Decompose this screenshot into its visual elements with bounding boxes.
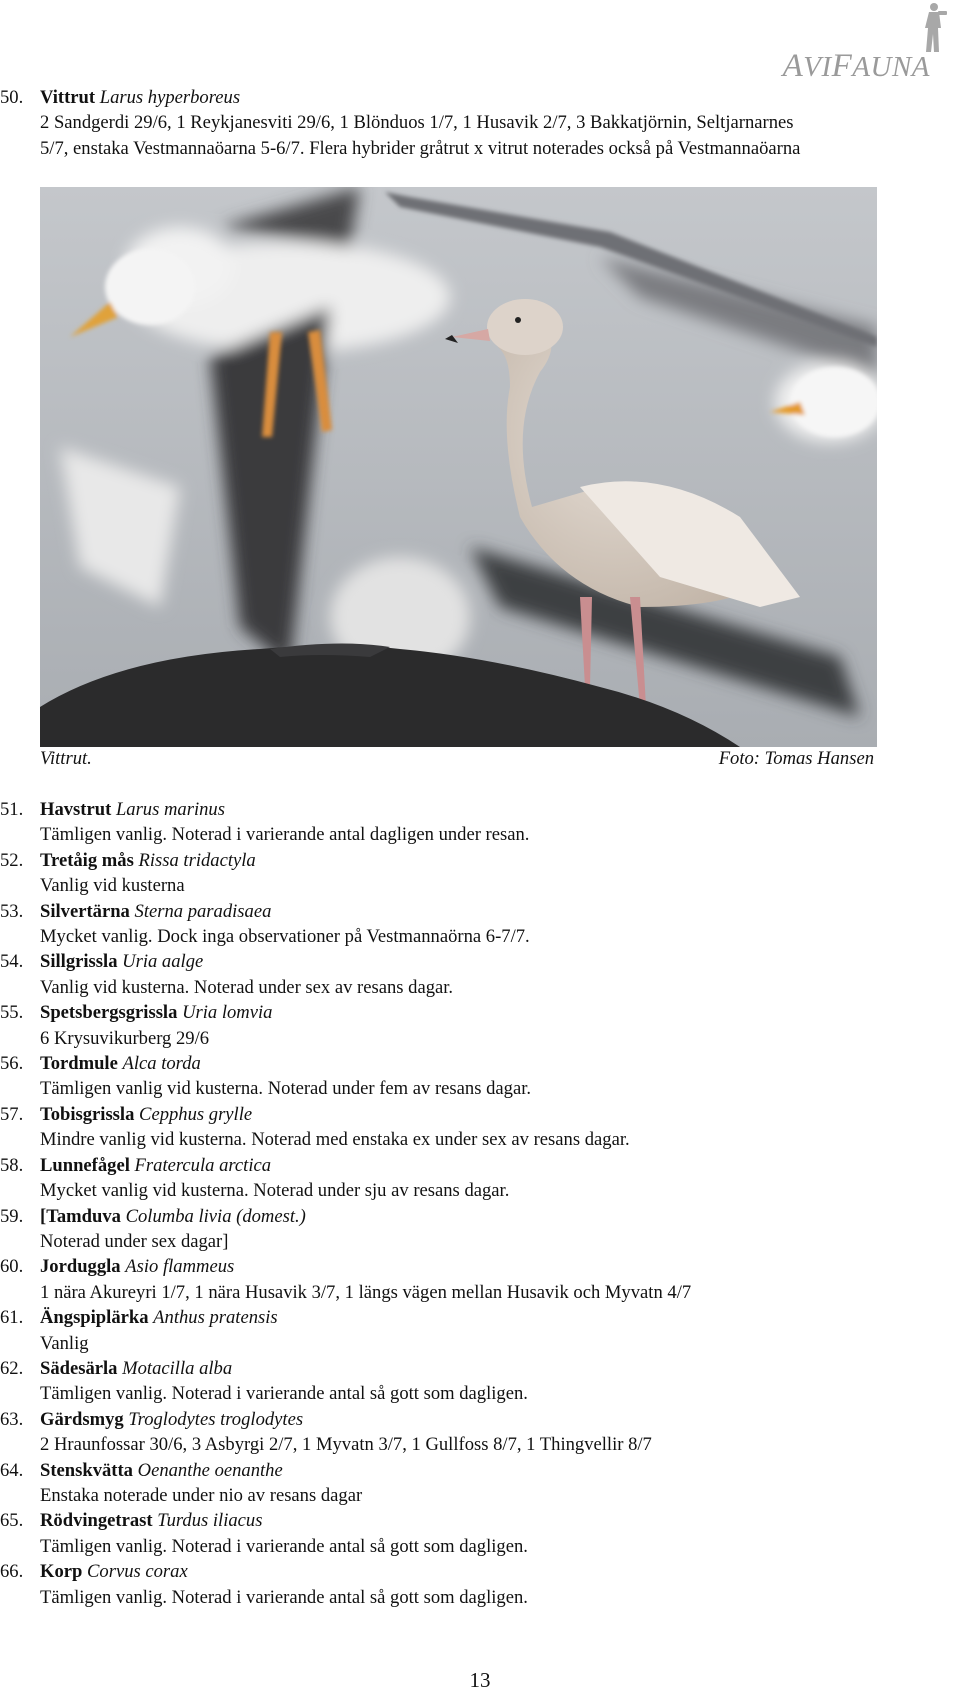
species-name: Lunnefågel <box>40 1154 130 1176</box>
species-number: 60. <box>0 1256 24 1278</box>
logo-letters-auna: AUNA <box>852 51 930 83</box>
species-title <box>40 1204 950 1229</box>
species-number: 66. <box>0 1561 24 1583</box>
species-description: Tämligen vanlig. Noterad i varierande antal så gott som dagligen. <box>40 1586 528 1608</box>
species-entry <box>0 1407 950 1458</box>
species-entry <box>0 1508 950 1559</box>
species-number: 62. <box>0 1357 24 1379</box>
species-title <box>40 1356 950 1381</box>
avifauna-logo <box>770 0 960 82</box>
species-latin-name: Anthus pratensis <box>153 1307 278 1329</box>
species-entry <box>0 1305 950 1356</box>
species-entry <box>0 1356 950 1407</box>
species-description: 6 Krysuvikurberg 29/6 <box>40 1027 210 1049</box>
species-list <box>0 797 950 1610</box>
species-description: 1 nära Akureyri 1/7, 1 nära Husavik 3/7, 1 längs vägen mellan Husavik och Myvatn 4/7 <box>40 1281 692 1303</box>
species-number: 65. <box>0 1510 24 1532</box>
species-description: Vanlig vid kusterna <box>40 875 185 897</box>
species-entry <box>0 1000 950 1051</box>
page-number: 13 <box>469 1668 491 1692</box>
species-number: 54. <box>0 951 24 973</box>
species-title <box>40 1000 950 1025</box>
species-title <box>40 85 950 110</box>
species-name: Vittrut <box>40 87 96 108</box>
species-description: Vanlig vid kusterna. Noterad under sex av resans dagar. <box>40 976 454 998</box>
species-entry <box>0 1204 950 1255</box>
species-name: Rödvingetrast <box>40 1510 153 1532</box>
species-latin-name: Turdus iliacus <box>157 1510 263 1532</box>
species-description: 2 Hraunfossar 30/6, 3 Asbyrgi 2/7, 1 Myvatn 3/7, 1 Gullfoss 8/7, 1 Thingvellir 8/7 <box>40 1434 652 1456</box>
species-number: 53. <box>0 900 24 922</box>
species-entry <box>0 848 950 899</box>
species-number: 59. <box>0 1205 24 1227</box>
logo-letter-a: A <box>782 48 804 84</box>
species-entry <box>0 1102 950 1153</box>
species-latin-name: Columba livia (domest.) <box>125 1205 306 1227</box>
species-latin-name: Troglodytes troglodytes <box>128 1408 304 1430</box>
species-entry <box>0 899 950 950</box>
species-description: Tämligen vanlig. Noterad i varierande antal så gott som dagligen. <box>40 1383 528 1405</box>
species-latin-name: Corvus corax <box>87 1561 188 1583</box>
species-title <box>40 1305 950 1330</box>
species-title <box>40 1254 950 1279</box>
species-latin-name: Oenanthe oenanthe <box>137 1459 283 1481</box>
species-latin-name: Motacilla alba <box>122 1357 233 1379</box>
glaucous-gull-image <box>40 187 877 747</box>
species-name: Gärdsmyg <box>40 1408 124 1430</box>
logo-letter-f: F <box>831 48 853 84</box>
species-description: Mycket vanlig vid kusterna. Noterad under sju av resans dagar. <box>40 1180 510 1202</box>
species-entry <box>0 949 950 1000</box>
species-description-line-1: 2 Sandgerdi 29/6, 1 Reykjanesviti 29/6, 1 Blönduos 1/7, 1 Husavik 2/7, 3 Bakkatjörnin, Seltjarnarnes <box>40 112 794 134</box>
species-description: Mindre vanlig vid kusterna. Noterad med enstaka ex under sex av resans dagar. <box>40 1129 630 1151</box>
species-name: Silvertärna <box>40 900 130 922</box>
species-latin-name: Larus marinus <box>115 799 225 820</box>
species-name: Sillgrissla <box>40 951 118 973</box>
gull-photo <box>40 187 877 747</box>
species-description: Tämligen vanlig. Noterad i varierande antal dagligen under resan. <box>40 824 530 846</box>
species-latin-name: Rissa tridactyla <box>138 849 256 871</box>
species-title <box>40 899 950 924</box>
species-number: 64. <box>0 1459 24 1481</box>
species-number: 57. <box>0 1103 24 1125</box>
species-entry-50 <box>0 85 950 161</box>
species-latin-name: Fratercula arctica <box>134 1154 272 1176</box>
logo-letters-vi: VI <box>803 51 832 83</box>
photo-caption <box>40 748 874 770</box>
species-number: 52. <box>0 849 24 871</box>
species-number: 61. <box>0 1307 24 1329</box>
species-name: Korp <box>40 1561 83 1583</box>
species-number: 55. <box>0 1002 24 1024</box>
species-title <box>40 1559 950 1584</box>
species-entry <box>0 1254 950 1305</box>
species-name: Stenskvätta <box>40 1459 133 1481</box>
species-entry <box>0 1051 950 1102</box>
species-title <box>40 1102 950 1127</box>
species-number: 50. <box>0 87 24 108</box>
species-entry <box>0 1559 950 1610</box>
species-description: Noterad under sex dagar] <box>40 1230 229 1252</box>
species-name: Sädesärla <box>40 1357 118 1379</box>
species-title <box>40 1458 950 1483</box>
species-title <box>40 848 950 873</box>
species-description: Tämligen vanlig. Noterad i varierande antal så gott som dagligen. <box>40 1535 528 1557</box>
species-description: Enstaka noterade under nio av resans dagar <box>40 1484 363 1506</box>
species-entry <box>0 1153 950 1204</box>
species-number: 58. <box>0 1154 24 1176</box>
species-entry <box>0 1458 950 1509</box>
species-name: Tobisgrissla <box>40 1103 135 1125</box>
species-name: Havstrut <box>40 799 112 820</box>
caption-text: Vittrut. <box>40 748 92 769</box>
species-title <box>40 1508 950 1533</box>
species-name: Tretåig mås <box>40 849 134 871</box>
species-latin-name: Alca torda <box>122 1053 201 1075</box>
species-title <box>40 1153 950 1178</box>
species-latin-name: Uria aalge <box>122 951 204 973</box>
species-latin-name: Sterna paradisaea <box>134 900 272 922</box>
species-latin-name: Cepphus grylle <box>139 1103 253 1125</box>
photo-credit: Foto: Tomas Hansen <box>718 748 874 769</box>
species-name: Jorduggla <box>40 1256 121 1278</box>
species-title <box>40 797 950 822</box>
logo-wordmark <box>783 48 930 85</box>
birdwatcher-icon <box>912 2 952 54</box>
species-name: [Tamduva <box>40 1205 121 1227</box>
species-title <box>40 1407 950 1432</box>
species-title <box>40 949 950 974</box>
species-number: 63. <box>0 1408 24 1430</box>
species-entry <box>0 797 950 848</box>
species-name: Tordmule <box>40 1053 118 1075</box>
species-description-line-2: 5/7, enstaka Vestmannaöarna 5-6/7. Flera hybrider gråtrut x vitrut noterades också på Vestmannaöarna <box>40 137 801 159</box>
species-description: Mycket vanlig. Dock inga observationer på Vestmannaörna 6-7/7. <box>40 926 530 948</box>
species-latin-name: Asio flammeus <box>125 1256 235 1278</box>
species-description: Vanlig <box>40 1332 89 1354</box>
species-number: 51. <box>0 799 24 820</box>
species-description: Tämligen vanlig vid kusterna. Noterad under fem av resans dagar. <box>40 1078 532 1100</box>
species-name: Ängspiplärka <box>40 1307 149 1329</box>
species-name: Spetsbergsgrissla <box>40 1002 178 1024</box>
species-number: 56. <box>0 1053 24 1075</box>
species-title <box>40 1051 950 1076</box>
species-latin-name: Uria lomvia <box>182 1002 273 1024</box>
species-latin-name: Larus hyperboreus <box>99 87 241 108</box>
